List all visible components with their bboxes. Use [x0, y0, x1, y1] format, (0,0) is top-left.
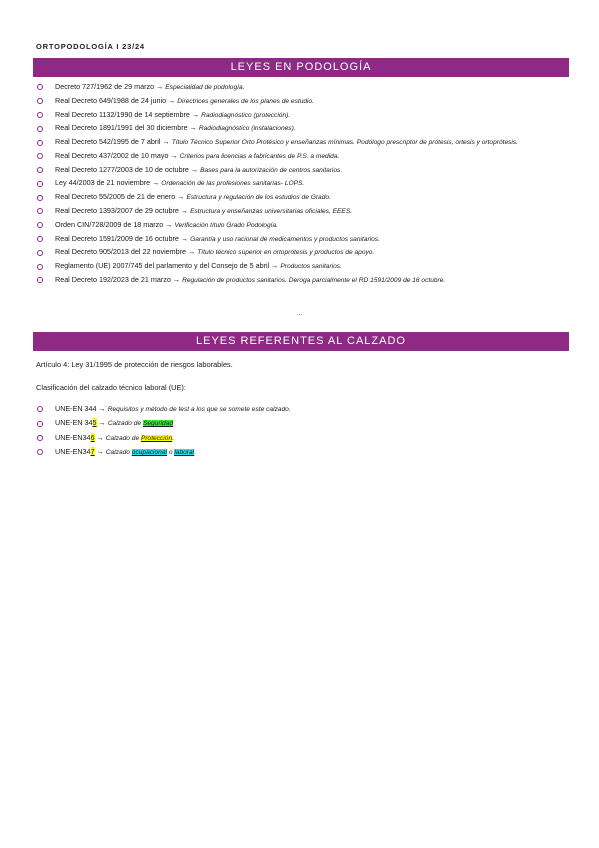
law-description: Título Técnico Superior Orto Protésico y enseñanzas mínimas. Podólogo prescriptor de prótesis, ortesis y ortoprótesis. — [171, 139, 519, 147]
une-code: UNE-EN34 — [55, 432, 91, 442]
law-description: Estructura y enseñanzas universitarias oficiales, EEES. — [190, 208, 353, 216]
list-item — [36, 261, 566, 273]
list-item — [36, 151, 566, 163]
arrow-icon: → — [188, 247, 196, 257]
law-description: Regulación de productos sanitarios. Deroga parcialmente el RD 1591/2009 de 16 octubre. — [182, 276, 446, 284]
bullet-icon — [37, 208, 43, 214]
bullet-icon — [37, 449, 43, 455]
list-item — [36, 404, 566, 416]
list-item — [36, 165, 566, 177]
list-item — [36, 275, 566, 287]
bullet-icon — [37, 167, 43, 173]
law-description: Productos sanitarios. — [280, 263, 342, 271]
law-name: Real Decreto 1591/2009 de 16 octubre — [55, 233, 179, 243]
law-description: Garantía y uso racional de medicamentos y productos sanitarios. — [190, 235, 380, 243]
une-description: Calzado — [105, 448, 132, 456]
une-code: UNE-EN34 — [55, 446, 91, 456]
list-item — [36, 110, 566, 122]
arrow-icon: → — [180, 206, 189, 216]
une-code: UNE-EN 344 — [55, 404, 97, 413]
highlighted-keyword: Seguridad — [142, 420, 173, 428]
arrow-icon: → — [152, 178, 160, 188]
bullet-icon — [37, 236, 43, 242]
law-description: Especialidad de podología. — [165, 84, 245, 91]
arrow-icon: → — [191, 109, 200, 119]
law-name: Real Decreto 1891/1991 del 30 diciembre — [55, 123, 188, 133]
highlighted-keyword: laboral — [174, 448, 195, 456]
law-name: Real Decreto 192/2023 de 21 marzo — [55, 274, 171, 284]
bullet-icon — [37, 126, 43, 132]
law-description: Radiodiagnóstico (instalaciones). — [198, 125, 296, 133]
bullet-icon — [37, 84, 43, 90]
list-item — [36, 234, 566, 246]
list-item — [36, 178, 566, 190]
arrow-icon: → — [180, 233, 189, 243]
arrow-icon: → — [96, 432, 104, 442]
law-name: Reglamento (UE) 2007/745 del parlamento y del Consejo de 5 abril — [55, 261, 270, 271]
law-description: Radiodiagnóstico (protección). — [201, 111, 291, 119]
arrow-icon: → — [98, 404, 106, 413]
highlighted-keyword: ocupacional — [131, 448, 167, 456]
une-conjunction: . — [172, 434, 174, 442]
list-item — [36, 96, 566, 108]
bullet-icon — [37, 140, 43, 146]
arrow-icon: → — [168, 95, 176, 105]
section-separator: … — [296, 311, 303, 317]
classification-text: Clasificación del calzado técnico laboral (UE): — [36, 383, 186, 392]
law-list — [36, 82, 566, 289]
list-item — [36, 220, 566, 232]
list-item — [36, 447, 566, 459]
law-description: Bases para la autorización de centros sanitarios. — [200, 166, 343, 174]
list-item — [36, 206, 566, 218]
bullet-icon — [37, 277, 43, 283]
arrow-icon: → — [162, 137, 170, 147]
law-name: Real Decreto 1132/1990 de 14 septiembre — [55, 109, 190, 119]
law-name: Real Decreto 649/1988 de 24 junio — [55, 95, 167, 105]
une-code-suffix: 5 — [92, 418, 97, 428]
bullet-icon — [37, 421, 43, 427]
arrow-icon: → — [189, 123, 197, 133]
une-code: UNE-EN 34 — [55, 418, 93, 428]
bullet-icon — [37, 112, 43, 118]
section-title-leyes-calzado: LEYES REFERENTES AL CALZADO — [33, 332, 569, 351]
document-header: ORTOPODOLOGÍA I 23/24 — [36, 42, 145, 51]
bullet-icon — [37, 264, 43, 270]
list-item — [36, 137, 566, 149]
list-item — [36, 192, 566, 204]
une-description: Calzado de — [105, 434, 141, 442]
bullet-icon — [37, 195, 43, 201]
bullet-icon — [37, 153, 43, 159]
bullet-icon — [37, 435, 43, 441]
law-name: Real Decreto 437/2002 de 10 mayo — [55, 150, 169, 160]
law-name: Real Decreto 1277/2003 de 10 de octubre — [55, 164, 189, 174]
arrow-icon: → — [98, 418, 106, 428]
bullet-icon — [37, 98, 43, 104]
law-name: Real Decreto 55/2005 de 21 de enero — [55, 192, 176, 202]
une-conjunction: o — [166, 448, 175, 456]
law-description: Título técnico superior en ortoprótesis y productos de apoyo. — [197, 249, 375, 257]
list-item — [36, 82, 566, 94]
bullet-icon — [37, 222, 43, 228]
law-name: Real Decreto 1393/2007 de 29 octubre — [55, 206, 179, 216]
law-description: Directrices generales de los planes de estudio. — [177, 97, 314, 105]
law-description: Criterios para licencias a fabricantes de P.S. a medida. — [179, 152, 340, 160]
article-text: Artículo 4: Ley 31/1995 de protección de riesgos laborables. — [36, 360, 233, 369]
arrow-icon: → — [96, 446, 104, 456]
list-item — [36, 123, 566, 135]
une-code-suffix: 7 — [90, 446, 95, 456]
highlighted-keyword: Protección — [140, 434, 173, 442]
section-title-leyes-podologia: LEYES EN PODOLOGÍA — [33, 58, 569, 77]
law-description: Verificación título Grado Podología. — [174, 221, 278, 229]
law-name: Real Decreto 905/2013 del 22 noviembre — [55, 247, 187, 257]
arrow-icon: → — [271, 261, 279, 271]
arrow-icon: → — [172, 274, 181, 284]
law-name: Orden CIN/728/2009 de 18 marzo — [55, 219, 164, 229]
law-description: Estructura y regulación de los estudios de Grado. — [186, 194, 331, 202]
une-description: Calzado de — [107, 420, 143, 428]
bullet-icon — [37, 181, 43, 187]
arrow-icon: → — [190, 164, 199, 174]
arrow-icon: → — [156, 82, 164, 91]
list-item — [36, 418, 566, 430]
bullet-icon — [37, 250, 43, 256]
arrow-icon: → — [177, 192, 185, 202]
arrow-icon: → — [165, 219, 173, 229]
une-list — [36, 404, 566, 461]
law-name: Ley 44/2003 de 21 noviembre — [55, 178, 151, 188]
list-item — [36, 247, 566, 259]
arrow-icon: → — [170, 150, 178, 160]
law-description: Ordenación de las profesiones sanitarias- LOPS. — [161, 180, 305, 188]
une-code-suffix: 6 — [90, 432, 95, 442]
bullet-icon — [37, 406, 43, 412]
list-item — [36, 433, 566, 445]
law-name: Decreto 727/1962 de 29 marzo — [55, 82, 155, 91]
law-name: Real Decreto 542/1995 de 7 abril — [55, 137, 161, 147]
une-description: Requisitos y método de test a los que se somete este calzado. — [107, 406, 291, 413]
